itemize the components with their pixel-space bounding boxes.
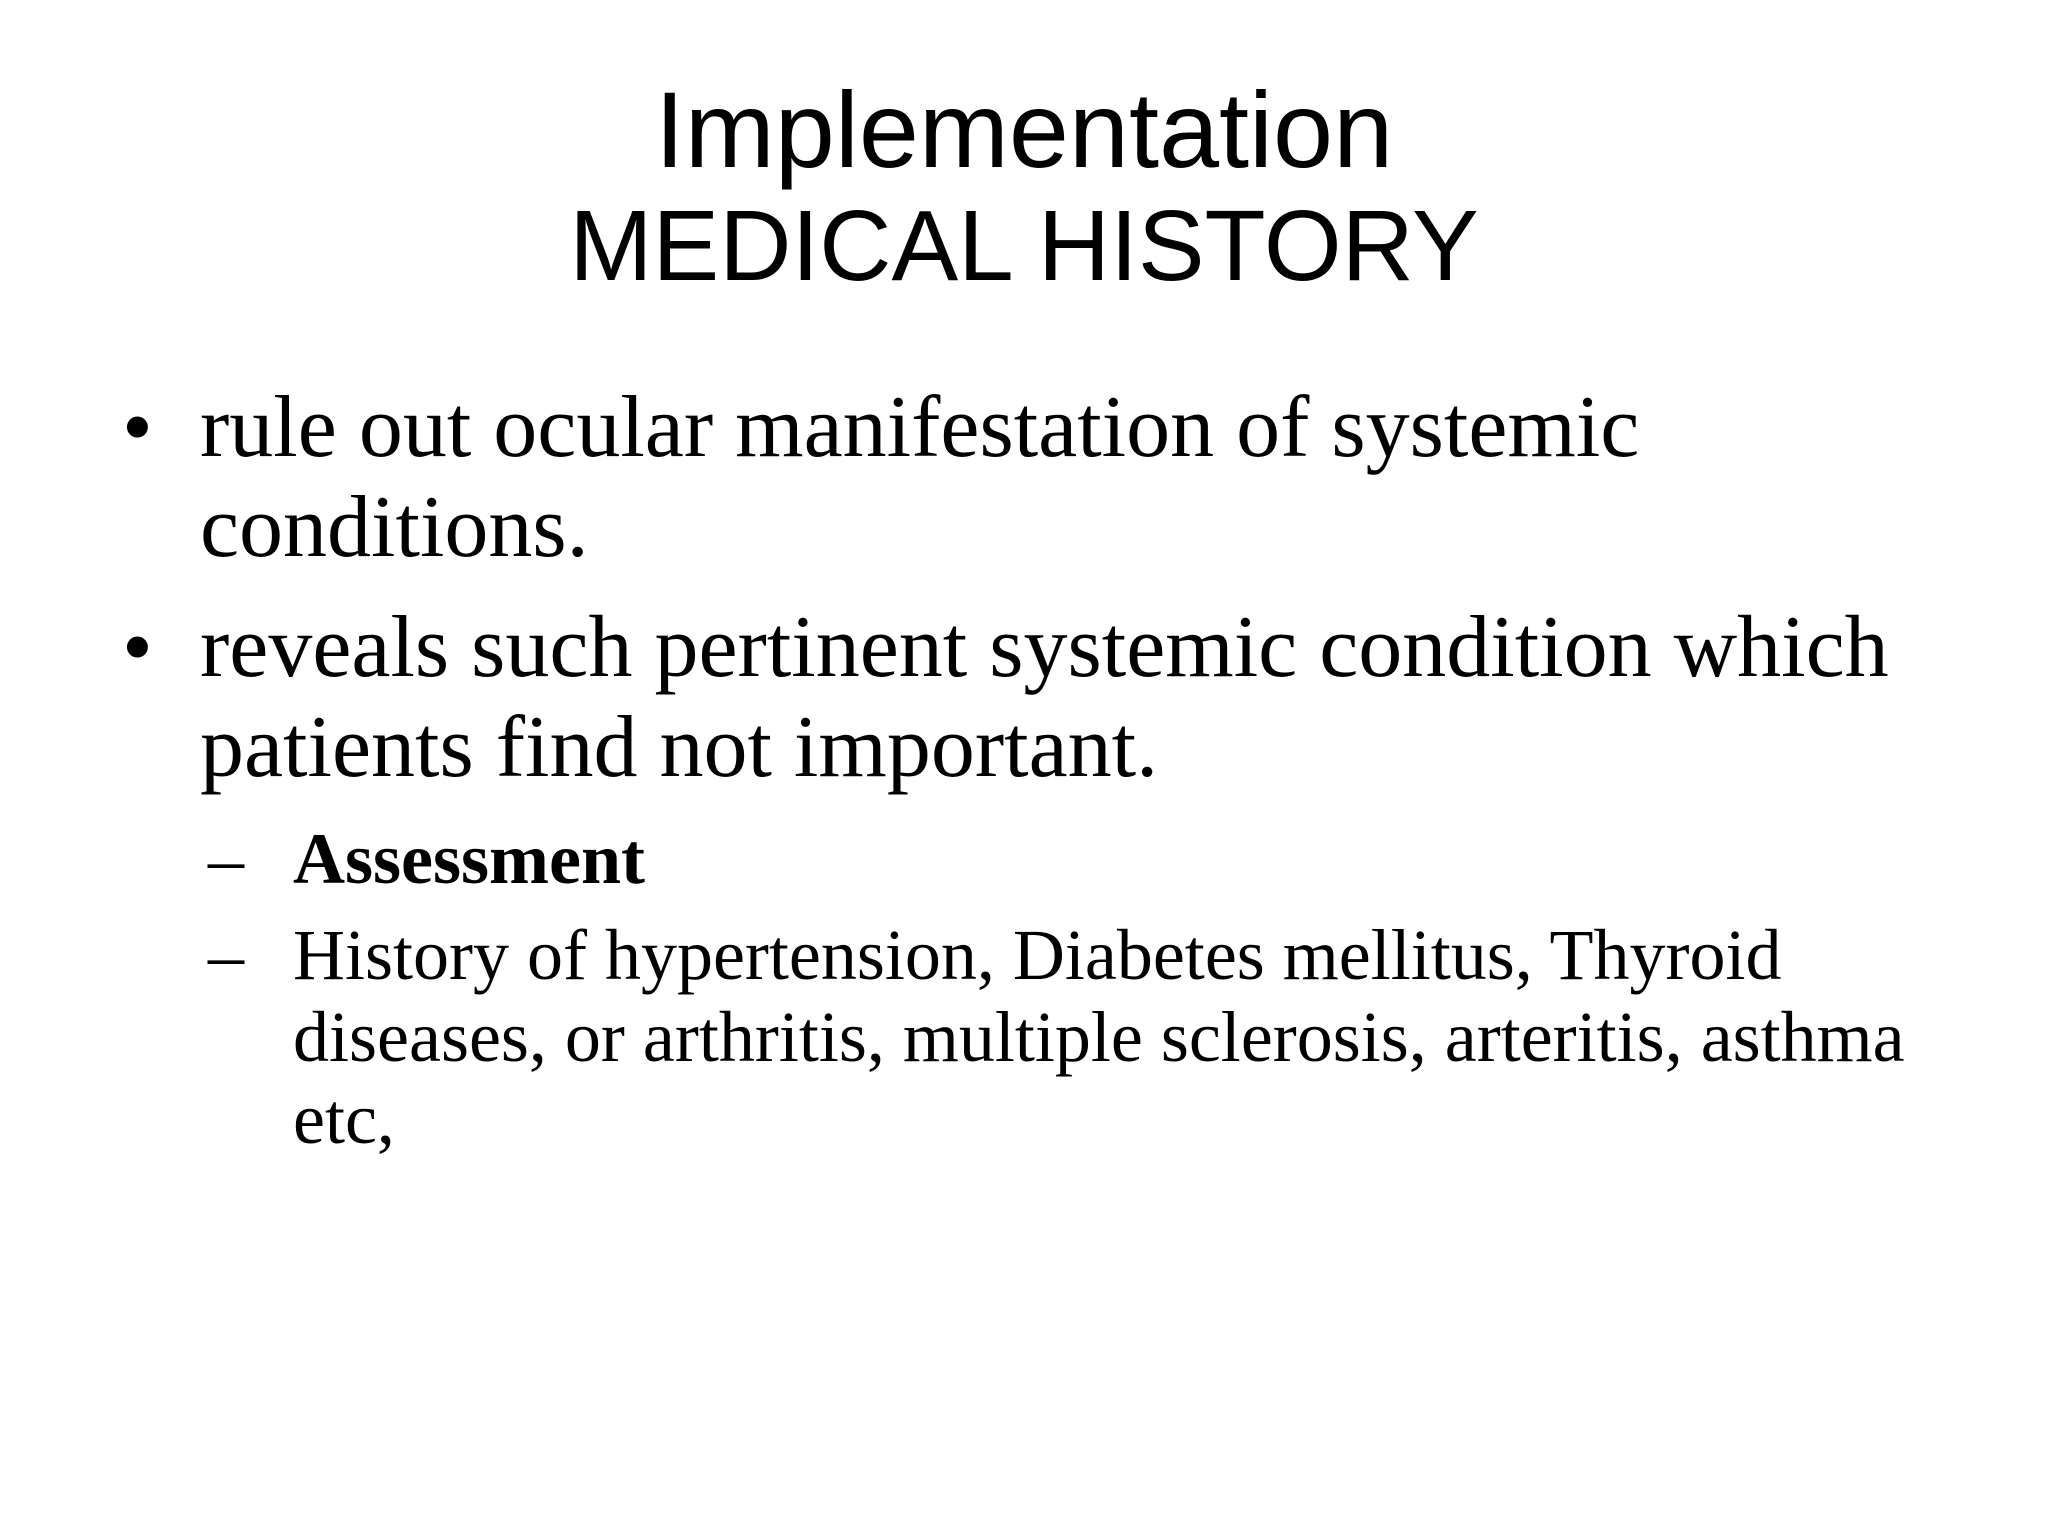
sub-bullet-marker: – [208, 915, 244, 995]
sub-bullet-text: History of hypertension, Diabetes mellitus, Thyroid diseases, or arthritis, multiple sclerosis, arteritis, asthma etc, [293, 915, 1905, 1159]
bullet-list [0, 378, 2048, 1174]
bullet-marker: • [122, 379, 153, 476]
slide-title: Implementation [654, 69, 1394, 190]
slide-subtitle: MEDICAL HISTORY [569, 190, 1479, 302]
sub-bullet-item [0, 914, 2048, 1160]
sub-bullet-text: Assessment [293, 819, 645, 899]
bullet-item [0, 378, 2048, 578]
sub-bullet-item [0, 818, 2048, 900]
sub-bullet-list [0, 818, 2048, 1160]
sub-bullet-marker: – [208, 819, 244, 899]
bullet-text: reveals such pertinent systemic condition which patients find not important. [200, 599, 1889, 796]
slide-title-block [0, 70, 2048, 302]
bullet-item [0, 598, 2048, 798]
bullet-text: rule out ocular manifestation of systemic conditions. [200, 379, 1640, 576]
bullet-marker: • [122, 599, 153, 696]
